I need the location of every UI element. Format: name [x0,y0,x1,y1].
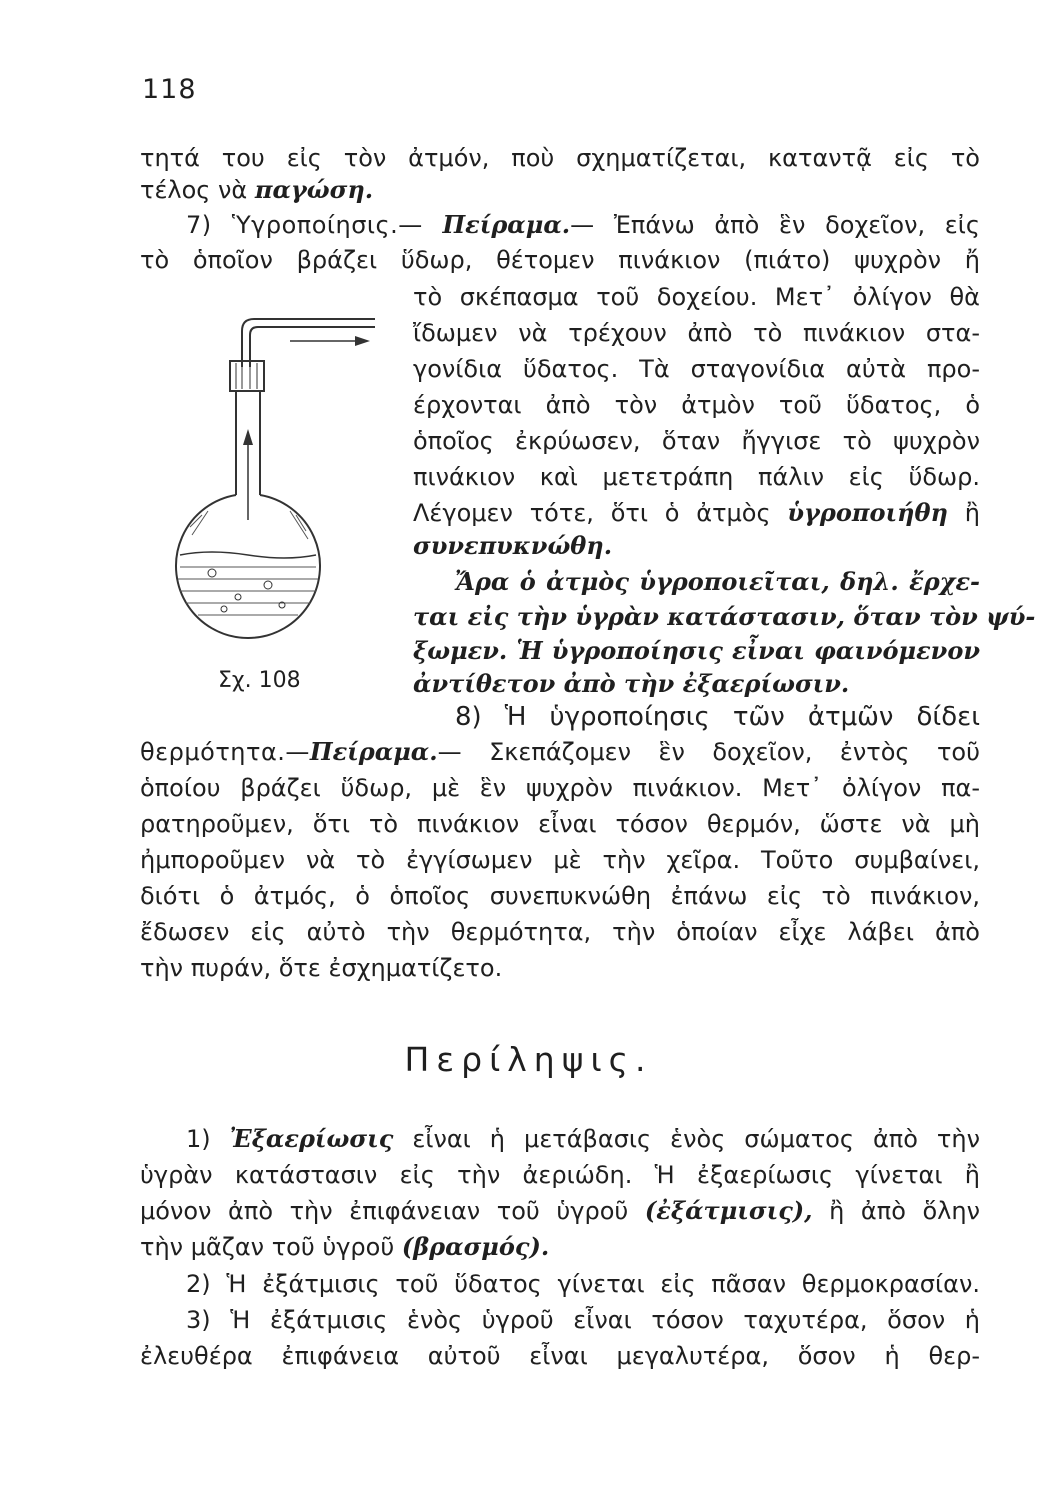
emphasis: παγώση. [254,175,374,204]
text-line: ρατηροῦμεν, ὅτι τὸ πινάκιον εἶναι τόσον θερμόν, ὥστε νὰ μὴ [140,810,980,838]
emphasis: Ἐξαερίωσις [229,1124,394,1153]
text-line: ἔδωσεν εἰς αὐτὸ τὴν θερμότητα, τὴν ὁποίαν εἶχε λάβει ἀπὸ [140,918,980,946]
figure-caption: Σχ. 108 [218,668,301,693]
flask-illustration [150,305,410,645]
text-line: τητά του εἰς τὸν ἀτμόν, ποὺ σχηματίζεται, καταντᾷ εἰς τὸ [140,144,980,172]
page-number: 118 [142,74,197,105]
text-line: ὁποίου βράζει ὕδωρ, μὲ ἓν ψυχρὸν πινάκιον. Μετ᾽ ὀλίγον πα- [140,774,980,802]
text-span: ἢ ἀπὸ ὅλην [829,1197,980,1225]
text-span: μόνον ἀπὸ τὴν ἐπιφάνειαν τοῦ ὑγροῦ [140,1197,629,1225]
text-line: έρχονται ἀπὸ τὸν ἀτμὸν τοῦ ὕδατος, ὁ [413,391,980,419]
text-line [140,1195,980,1227]
text-line: ἠμποροῦμεν νὰ τὸ ἐγγίσωμεν μὲ τὴν χεῖρα. Τοῦτο συμβαίνει, [140,846,980,874]
emphasis: ται εἰς τὴν ὑγρὰν κατάστασιν, ὅταν τὸν ψύ- [413,602,1036,631]
text-line: διότι ὁ ἀτμός, ὁ ὁποῖος συνεπυκνώθη ἐπάνω εἰς τὸ πινάκιον, [140,882,980,910]
text-line: τὸ ὁποῖον βράζει ὕδωρ, θέτομεν πινάκιον (πιάτο) ψυχρὸν ἤ [140,246,980,274]
emphasis: Ἄρα ὁ ἀτμὸς ὑγροποιεῖται, δηλ. ἔρχε- [455,567,980,596]
conclusion-line [413,668,980,700]
text-line: τὴν πυράν, ὅτε ἐσχηματίζετο. [140,954,503,982]
heading-text: θερμότητα.— [140,738,310,766]
item-number: 1) [186,1125,211,1153]
text-line: ἐλευθέρα ἐπιφάνεια αὐτοῦ εἶναι μεγαλυτέρα, ὅσον ἡ θερ- [140,1342,980,1370]
text-line [140,174,980,206]
section-7-heading [186,209,980,241]
text-span: τὴν μᾶζαν τοῦ ὑγροῦ [140,1233,395,1261]
conclusion-line [413,601,1036,633]
emphasis: ὑγροποιήθη [787,498,948,527]
summary-item-1 [186,1123,980,1155]
text-line [413,497,980,529]
text-line [140,1231,980,1263]
text-span: ἢ [964,499,980,527]
emphasis: (ἐξάτμισις), [644,1196,813,1225]
emphasis: Πείραμα. [442,210,571,239]
text-line: ὑγρὰν κατάστασιν εἰς τὴν ἀεριώδη. Ἡ ἐξαερίωσις γίνεται ἢ [140,1161,980,1189]
conclusion-line [455,566,980,598]
text-span: τέλος νὰ [140,176,248,204]
text-line: πινάκιον καὶ μετετράπη πάλιν εἰς ὕδωρ. [413,463,980,491]
heading-text: 7) Ὑγροποίησις.— [186,211,423,239]
text-span: εἶναι ἡ μετάβασις ἑνὸς σώματος ἀπὸ τὴν [412,1125,980,1153]
text-line [413,530,980,562]
emphasis: ξωμεν. Ἡ ὑγροποίησις εἶναι φαινόμενον [413,636,980,665]
text-span: Λέγομεν τότε, ὅτι ὁ ἀτμὸς [413,499,771,527]
summary-item-2: 2) Ἡ ἐξάτμισις τοῦ ὕδατος γίνεται εἰς πᾶσαν θερμοκρασίαν. [186,1270,980,1298]
text-line: γονίδια ὕδατος. Τὰ σταγονίδια αὐτὰ προ- [413,355,980,383]
section-8-heading: 8) Ἡ ὑγροποίησις τῶν ἀτμῶν δίδει [455,702,980,732]
emphasis: συνεπυκνώθη. [413,531,613,560]
emphasis: Πείραμα. [309,737,438,766]
text-line: τὸ σκέπασμα τοῦ δοχείου. Μετ᾽ ὀλίγον θὰ [413,283,980,311]
text-line: ἴδωμεν νὰ τρέχουν ἀπὸ τὸ πινάκιον στα- [413,319,980,347]
text-line: ὁποῖος ἐκρύωσεν, ὅταν ἤγγισε τὸ ψυχρὸν [413,427,980,455]
summary-item-3: 3) Ἡ ἐξάτμισις ἑνὸς ὑγροῦ εἶναι τόσον ταχυτέρα, ὅσον ἡ [186,1306,980,1334]
text-span: — Ἐπάνω ἀπὸ ἓν δοχεῖον, εἰς [570,211,980,239]
flask-figure [150,305,410,645]
summary-title: Περίληψις. [404,1040,653,1079]
emphasis: (βρασμός). [401,1232,550,1261]
emphasis: ἀντίθετον ἀπὸ τὴν ἐξαερίωσιν. [413,669,850,698]
text-line [140,736,980,768]
conclusion-line [413,635,980,667]
text-span: — Σκεπάζομεν ἓν δοχεῖον, ἐντὸς τοῦ [437,738,980,766]
